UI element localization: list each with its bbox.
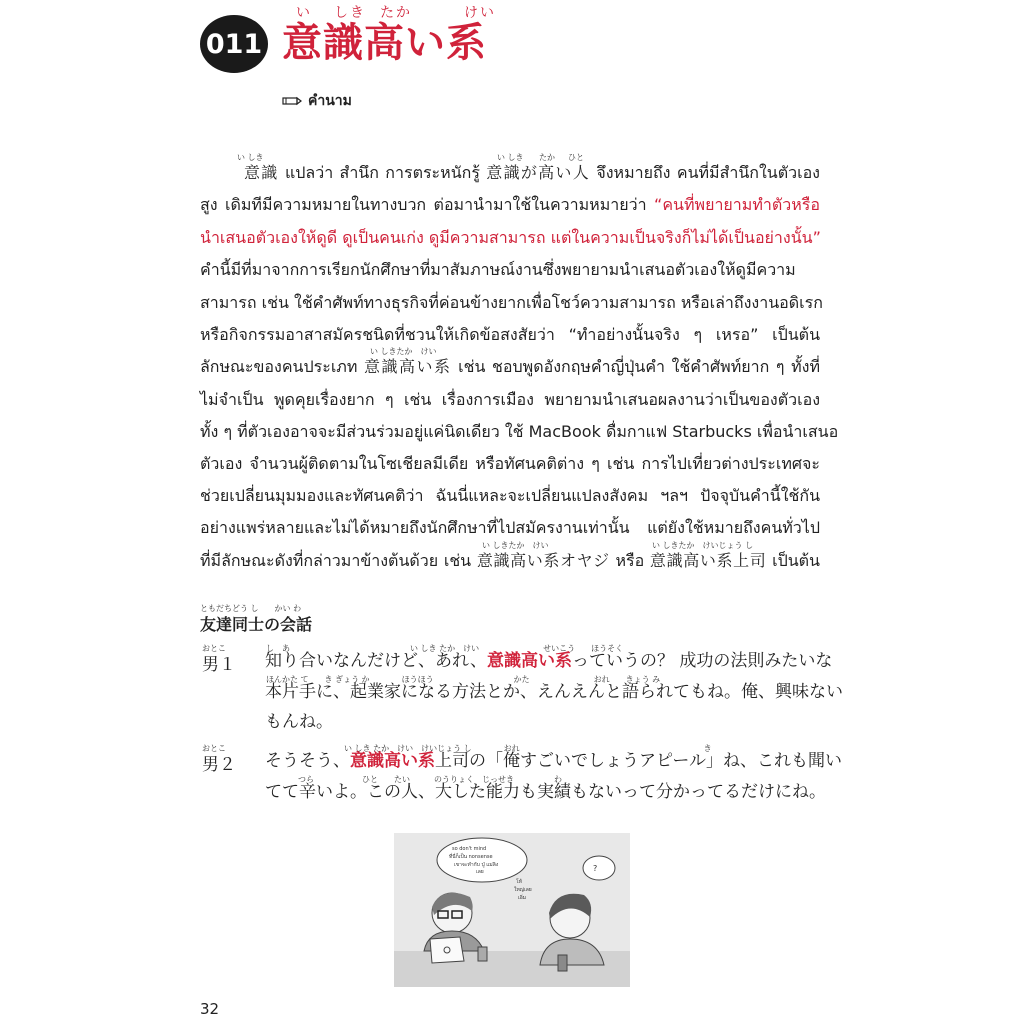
body-line-4-text: คำนี้มีที่มาจากการเรียกนักศึกษาที่มาสัมภาษณ์งานซึ่งพยายามนำเสนอตัวเองให้ดูมีความ	[200, 260, 796, 279]
body-line-10	[200, 453, 820, 475]
body-line-11-text: ช่วยเปลี่ยนมุมมองและทัศนคติว่า ฉันนี่แหละจะเปลี่ยนแปลงสังคม ฯลฯ ปัจจุบันคำนี้ใช้กัน	[200, 486, 820, 505]
dialogue-2-keyword: 意識高い系	[350, 751, 435, 771]
ruby-l7: い しきたか けい	[370, 347, 437, 356]
part-of-speech	[282, 90, 352, 112]
dialogue-2-ruby-2: つら ひと たい のうりょく じっせき わ	[298, 775, 562, 784]
conversation-illustration	[394, 833, 630, 987]
small-text-2: ใหญ่เลย	[514, 887, 532, 893]
title-ruby-4: けい	[464, 5, 496, 21]
ruby-l1b: い しき	[497, 153, 524, 162]
dialogue-1-ruby-1: し あ い しき たか けい せいこう ほうそく	[266, 644, 624, 653]
part-of-speech-label: คำนาม	[308, 93, 352, 109]
bubble-text-2: ที่นี่ก็เป็น nonsense	[449, 854, 493, 860]
body-line-3	[200, 227, 820, 249]
body-line-13-text: ที่มีลักษณะดังที่กล่าวมาข้างต้นด้วย เช่น 意識高い系オヤジ หรือ 意識高い系上司 เป็นต้น	[200, 551, 820, 570]
bubble-text-3: เขาจะทำกับ ปู่ แม่ลิง	[454, 862, 499, 868]
ruby-l1d: ひと	[568, 153, 584, 162]
bubble-text-1: so don't mind	[452, 846, 487, 852]
ruby-l13a: い しきたか けい	[482, 541, 549, 550]
body-line-7-text: ลักษณะของคนประเภท 意識高い系 เช่น ชอบพูดอังกฤษคำญี่ปุ่นคำ ใช้คำศัพท์ยาก ๆ ทั้งที่	[200, 357, 820, 376]
small-text-1: โห้	[516, 879, 522, 885]
page-title: 意識高い系	[282, 20, 487, 66]
body-line-9-text: ทั้ง ๆ ที่ตัวเองอาจจะมีส่วนร่วมอยู่แค่นิดเดียว ใช้ MacBook ดื่มกาแฟ Starbucks เพื่อนำเสนอ	[200, 422, 839, 441]
svg-text:?: ?	[593, 864, 598, 873]
dialogue-2-line-1	[265, 750, 842, 772]
ruby-l1a: い しき	[237, 153, 264, 162]
dialogue-1-line-1-pre: 知り合いなんだけど、あれ、	[265, 651, 488, 671]
body-line-8-text: ไม่จำเป็น พูดคุยเรื่องยาก ๆ เช่น เรื่องการเมือง พยายามนำเสนอผลงานว่าเป็นของตัวเอง	[200, 390, 820, 409]
body-line-3-highlight: นำเสนอตัวเองให้ดูดี ดูเป็นคนเก่ง ดูมีความสามารถ แต่ในความเป็นจริงก็ไม่ได้เป็นอย่างนั้น”	[200, 228, 821, 247]
pencil-icon	[282, 94, 302, 108]
body-line-5-text: สามารถ เช่น ใช้คำศัพท์ทางธุรกิจที่ค่อนข้างยากเพื่อโชว์ความสามารถ หรือเล่าถึงงานอดิเรก	[200, 293, 823, 312]
body-line-12	[200, 517, 820, 539]
title-ruby-3: たか	[380, 5, 412, 21]
dialogue-1-keyword: 意識高い系	[487, 651, 573, 671]
body-line-1	[244, 162, 820, 184]
body-line-13	[200, 550, 820, 572]
body-line-12-text: อย่างแพร่หลายและไม่ได้หมายถึงนักศึกษาที่ไปสมัครงานเท่านั้น แต่ยังใช้หมายถึงคนทั่วไป	[200, 518, 820, 537]
ruby-l1c: たか	[539, 153, 555, 162]
speaker1-ruby: おとこ	[202, 644, 226, 653]
speaker-2-label: 男２	[202, 755, 236, 775]
dialogue-2-line-1-pre: そうそう、	[265, 751, 350, 771]
cup-icon	[478, 947, 487, 961]
title-ruby-1: い	[296, 5, 312, 21]
section-title-ruby: ともだちどう し かい わ	[200, 604, 302, 613]
dialogue-1-line-1-post: っていうの？ 成功の法則みたいな	[572, 651, 833, 671]
body-line-4	[200, 259, 820, 281]
dialogue-1-line-1	[265, 650, 832, 672]
body-line-10-text: ตัวเอง จำนวนผู้ติดตามในโซเชียลมีเดีย หรือทัศนคติต่าง ๆ เช่น การไปเที่ยวต่างประเทศจะ	[200, 454, 820, 473]
ruby-l13b: い しきたか けいじょう し	[652, 541, 754, 550]
body-line-7	[200, 356, 820, 378]
chapter-number-badge	[200, 15, 268, 73]
dialogue-2-line-2: てて辛いよ。この人、大した能力も実績もないって分かってるだけにね。	[265, 782, 826, 802]
thought-bubble-icon	[583, 856, 615, 880]
body-line-2-text: สูง เดิมทีมีความหมายในทางบวก ต่อมานำมาใช้ในความหมายว่า	[200, 195, 655, 214]
body-line-5	[200, 292, 823, 314]
chapter-number: 011	[205, 28, 263, 60]
page-number: 32	[200, 1000, 220, 1018]
bubble-text-4: เลย	[476, 869, 484, 875]
speaker-1-label: 男１	[202, 655, 236, 675]
dialogue-1-ruby-2: ほんかた て き ぎょう か ほうほう かた おれ きょう み	[266, 675, 661, 684]
body-line-2	[200, 194, 820, 216]
dialogue-2-ruby-1: い しき たか けい けいじょう し おれ き	[344, 744, 712, 753]
coffee-cup-icon	[558, 955, 567, 971]
dialogue-1-line-2: 本片手に、起業家になる方法とか、えんえんと語られてもね。俺、興味ない	[265, 682, 843, 702]
body-line-11	[200, 485, 820, 507]
body-line-6	[200, 324, 820, 346]
body-line-1-text: 意識 แปลว่า สำนึก การตระหนักรู้ 意識が高い人 จึงหมายถึง คนที่มีสำนึกในตัวเอง	[244, 163, 820, 182]
dialogue-1-line-3: もんね。	[265, 712, 333, 732]
body-line-6-text: หรือกิจกรรมอาสาสมัครชนิดที่ชวนให้เกิดข้อสงสัยว่า “ทำอย่างนั้นจริง ๆ เหรอ” เป็นต้น	[200, 325, 820, 344]
body-line-2-highlight: “คนที่พยายามทำตัวหรือ	[654, 195, 820, 214]
dialogue-2-line-1-post: 上司の「俺すごいでしょうアピール」ね、これも聞い	[435, 751, 842, 771]
title-ruby-2: しき	[334, 5, 366, 21]
speech-bubble-icon	[437, 838, 527, 882]
body-line-8	[200, 389, 820, 411]
body-line-9	[200, 421, 839, 443]
small-text-3: เอิ่ม	[518, 895, 527, 901]
speaker2-ruby: おとこ	[202, 744, 226, 753]
laptop-icon	[430, 937, 464, 963]
section-title: 友達同士の会話	[200, 615, 313, 634]
